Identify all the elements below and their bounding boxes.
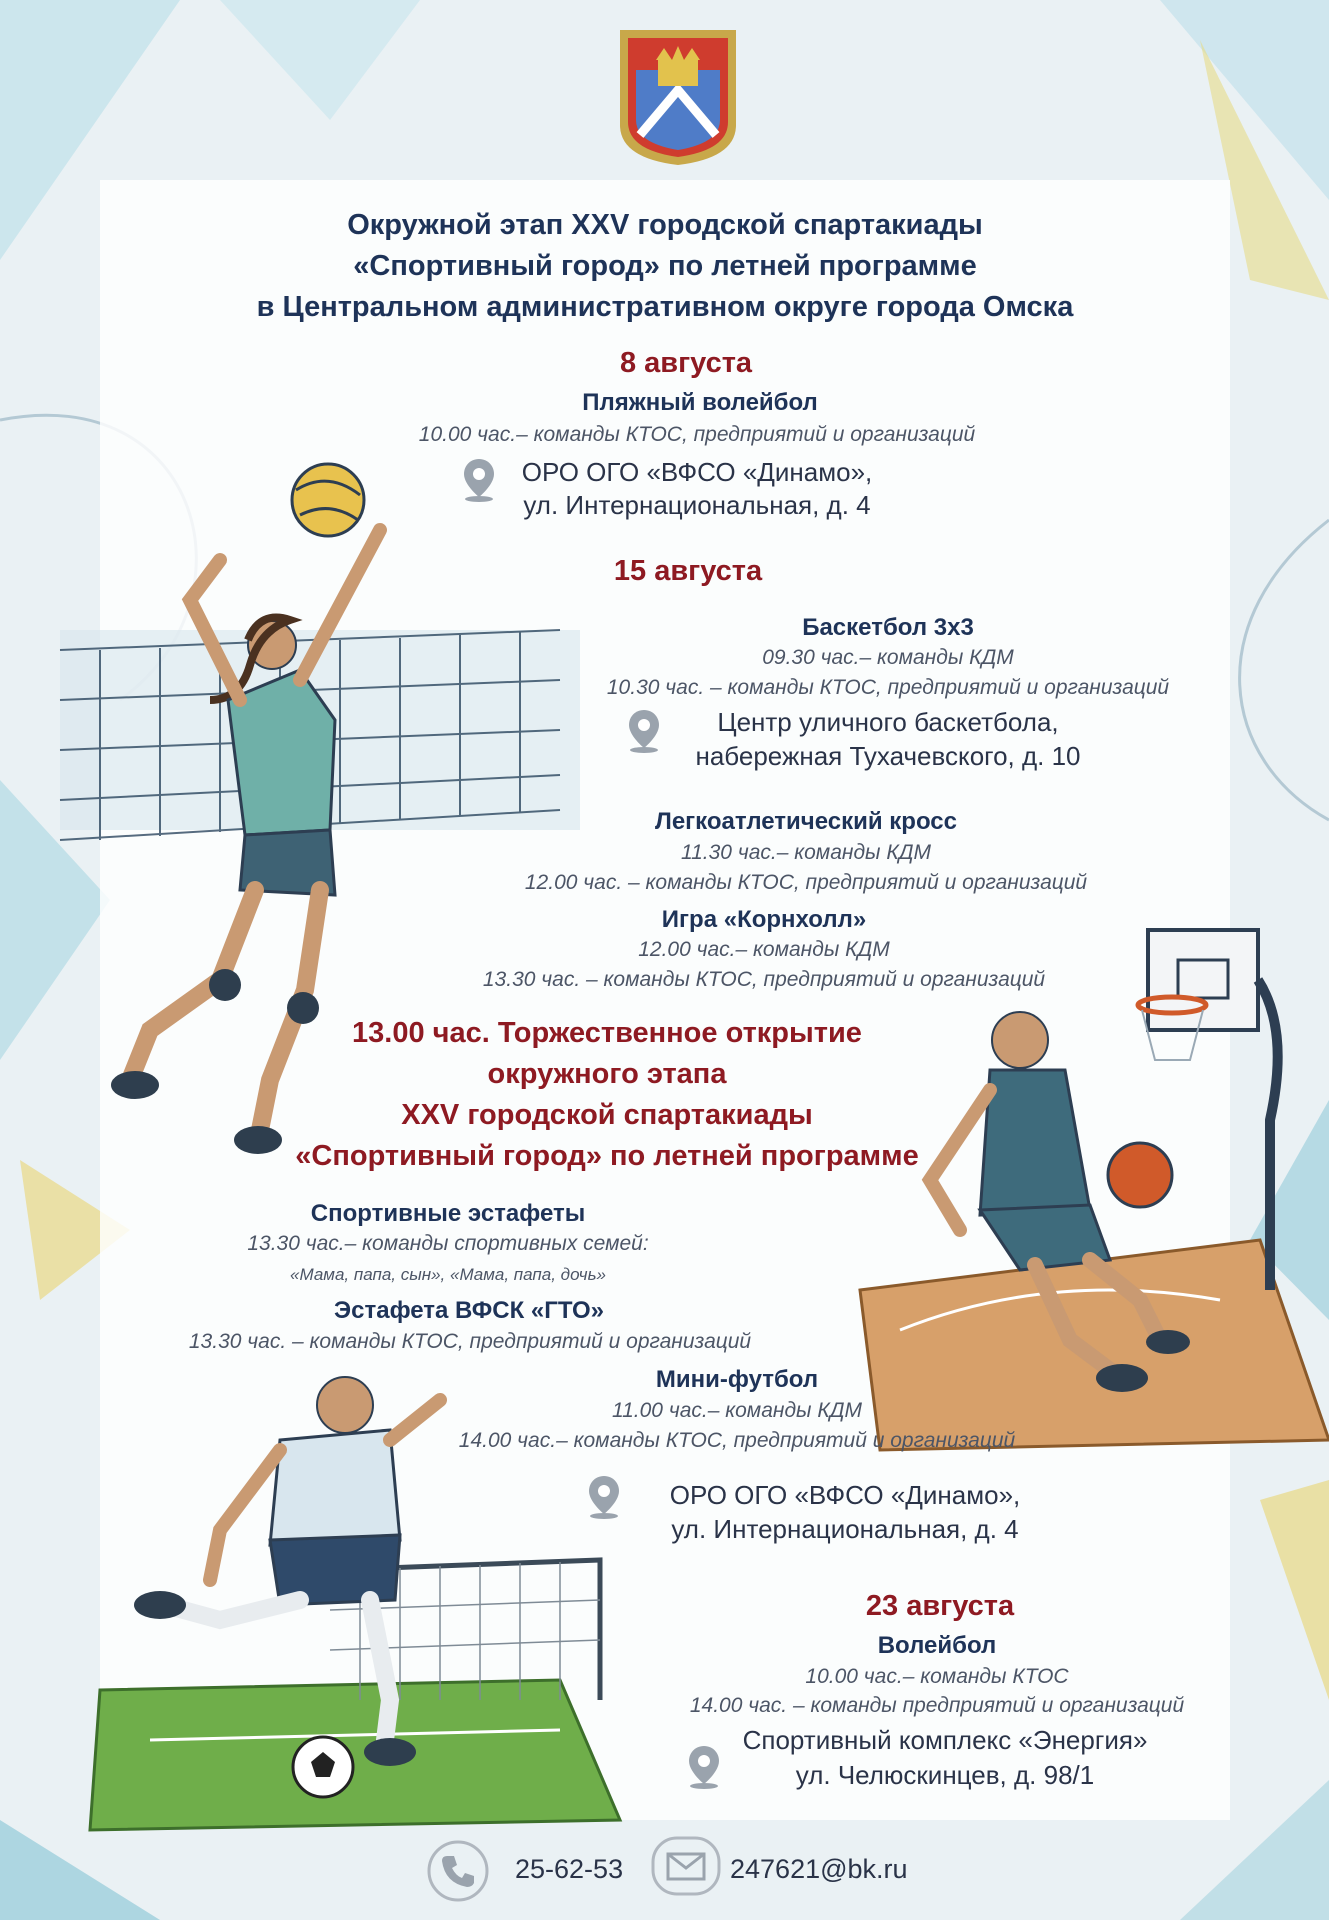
opening-line: XXV городской спартакиады <box>401 1099 813 1131</box>
sport-name: Игра «Корнхолл» <box>661 906 867 933</box>
opening-line: окружного этапа <box>487 1058 727 1090</box>
page-title <box>257 205 1074 328</box>
sport-name: Эстафета ВФСК «ГТО» <box>334 1297 604 1324</box>
location-pin-icon <box>455 455 503 503</box>
venue-line: ул. Интернациональная, д. 4 <box>523 490 871 520</box>
schedule-time: 09.30 час.– команды КДМ <box>762 646 1014 669</box>
opening-line: «Спортивный город» по летней программе <box>295 1140 919 1172</box>
venue-line: Центр уличного баскетбола, <box>717 707 1059 737</box>
venue-line: ОРО ОГО «ВФСО «Динамо», <box>669 1480 1021 1510</box>
location-pin-icon <box>580 1472 628 1520</box>
venue-line: ул. Челюскинцев, д. 98/1 <box>795 1760 1095 1790</box>
title-line: в Центральном административном округе города Омска <box>256 291 1074 323</box>
sport-name: Баскетбол 3х3 <box>802 614 974 641</box>
date-heading: 15 августа <box>613 555 763 587</box>
schedule-time: 12.00 час.– команды КДМ <box>638 938 890 961</box>
coat-of-arms-emblem <box>620 30 736 165</box>
date-heading: 23 августа <box>865 1590 1015 1622</box>
date-heading: 8 августа <box>619 347 753 379</box>
opening-line: 13.00 час. Торжественное открытие <box>352 1017 862 1049</box>
venue-line: Спортивный комплекс «Энергия» <box>742 1725 1148 1755</box>
schedule-time: 13.30 час.– команды спортивных семей: <box>247 1232 649 1255</box>
schedule-time: 14.00 час.– команды КТОС, предприятий и организаций <box>458 1429 1016 1452</box>
schedule-time: 13.30 час. – команды КТОС, предприятий и организаций <box>482 968 1046 991</box>
venue-line: ОРО ОГО «ВФСО «Динамо», <box>521 457 873 487</box>
title-line: Окружной этап XXV городской спартакиады <box>347 209 983 241</box>
phone-icon <box>427 1840 489 1902</box>
location-pin-icon <box>620 706 668 754</box>
venue-line: ул. Интернациональная, д. 4 <box>671 1514 1019 1544</box>
sport-name: Мини-футбол <box>655 1366 819 1393</box>
location-pin-icon <box>680 1742 728 1790</box>
title-line: «Спортивный город» по летней программе <box>353 250 977 282</box>
email-address[interactable]: 247621@bk.ru <box>730 1854 908 1884</box>
sport-name: Спортивные эстафеты <box>310 1200 586 1227</box>
schedule-time: 13.30 час. – команды КТОС, предприятий и организаций <box>188 1330 752 1353</box>
schedule-time: 10.00 час.– команды КТОС, предприятий и организаций <box>418 423 976 446</box>
schedule-time: 12.00 час. – команды КТОС, предприятий и организаций <box>524 871 1088 894</box>
phone-number[interactable]: 25-62-53 <box>515 1854 624 1884</box>
opening-ceremony <box>295 1013 918 1177</box>
schedule-time: 10.00 час.– команды КТОС <box>805 1665 1069 1688</box>
schedule-time: 10.30 час. – команды КТОС, предприятий и организаций <box>606 676 1170 699</box>
sport-name: Легкоатлетический кросс <box>654 808 958 835</box>
venue-line: набережная Тухачевского, д. 10 <box>695 741 1081 771</box>
sport-name: Волейбол <box>877 1632 997 1659</box>
schedule-time: 11.30 час.– команды КДМ <box>680 841 932 864</box>
schedule-time: 14.00 час. – команды предприятий и организаций <box>689 1694 1185 1717</box>
envelope-icon <box>650 1835 722 1897</box>
schedule-time: 11.00 час.– команды КДМ <box>611 1399 863 1422</box>
schedule-time: «Мама, папа, сын», «Мама, папа, дочь» <box>290 1265 606 1284</box>
sport-name: Пляжный волейбол <box>582 389 818 416</box>
